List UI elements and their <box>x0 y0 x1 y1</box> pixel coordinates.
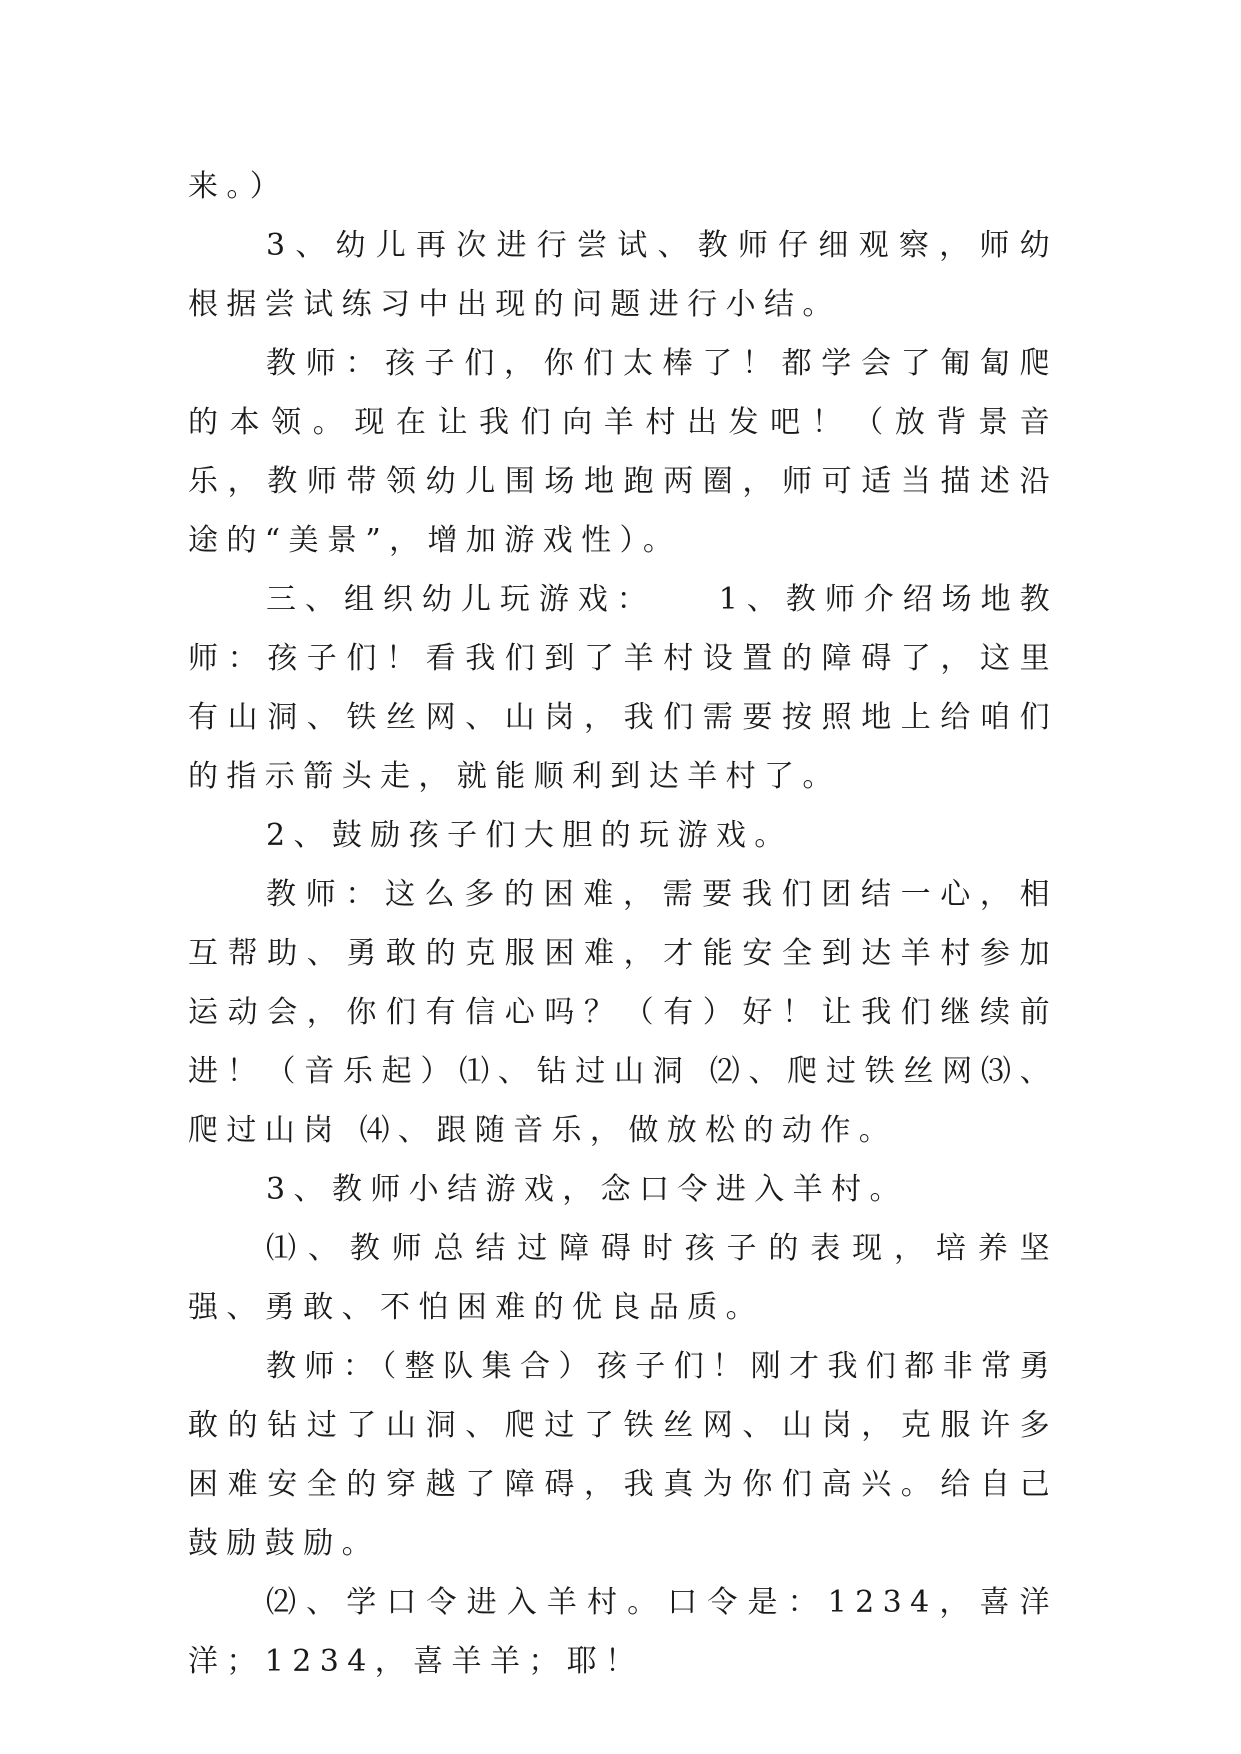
paragraph-step-3-summary: 3、教师小结游戏，念口令进入羊村。 <box>266 1172 908 1207</box>
paragraph-continuation: 来。） <box>188 169 289 204</box>
paragraph-sub-1-summary: ⑴、教师总结过障碍时孩子的表现，培养坚强、勇敢、不怕困难的优良品质。 <box>188 1231 1058 1325</box>
paragraph-step-3-retry: 3、幼儿再次进行尝试、教师仔细观察，师幼根据尝试练习中出现的问题进行小结。 <box>188 228 1058 322</box>
paragraph-step-2-encourage: 2、鼓励孩子们大胆的玩游戏。 <box>266 818 793 853</box>
paragraph-teacher-obstacles: 教师：这么多的困难，需要我们团结一心，相互帮助、勇敢的克服困难，才能安全到达羊村参加运动会，你们有信心吗？（有）好！让我们继续前进！（音乐起）⑴、钻过山洞 ⑵、爬过铁丝网⑶、爬过山岗 ⑷、跟随音乐，做放松的动作。 <box>188 877 1058 1148</box>
paragraph-teacher-praise: 教师：孩子们，你们太棒了！都学会了匍匐爬的本领。现在让我们向羊村出发吧！（放背景音乐，教师带领幼儿围场地跑两圈，师可适当描述沿途的“美景”，增加游戏性）。 <box>188 346 1058 558</box>
paragraph-sub-2-slogan: ⑵、学口令进入羊村。口令是：1234，喜洋洋；1234，喜羊羊；耶！ <box>188 1585 1058 1679</box>
document-body <box>188 157 1058 1691</box>
paragraph-section-3-games: 三、组织幼儿玩游戏： 1、教师介绍场地教师：孩子们！看我们到了羊村设置的障碍了，这里有山洞、铁丝网、山岗，我们需要按照地上给咱们的指示箭头走，就能顺利到达羊村了。 <box>188 582 1058 794</box>
paragraph-teacher-assembly: 教师：（整队集合）孩子们！刚才我们都非常勇敢的钻过了山洞、爬过了铁丝网、山岗，克服许多困难安全的穿越了障碍，我真为你们高兴。给自己鼓励鼓励。 <box>188 1349 1058 1561</box>
